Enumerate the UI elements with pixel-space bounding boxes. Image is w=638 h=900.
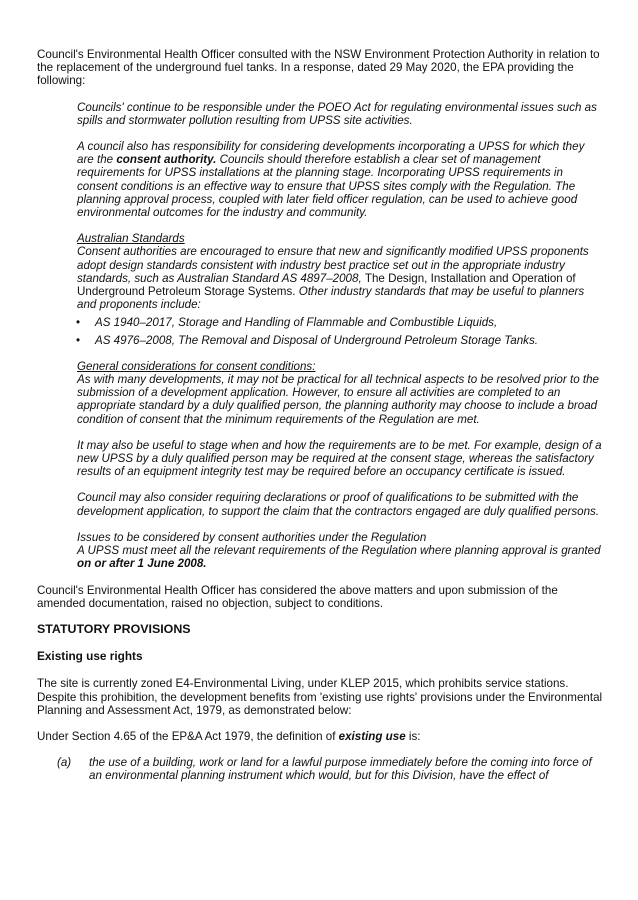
australian-standards-heading: Australian Standards <box>77 232 185 246</box>
australian-standards-paragraph: Consent authorities are encouraged to ensure that new and significantly modified UPSS proponents adopt design standards consistent with industry best practice set out in the appropriate industry standards, such as Australian Standard AS 4897–2008, The Design, Installation and Operation of Underground Petroleum Storage Systems. Other industry standards that may be useful to planners and proponents include: <box>77 245 589 312</box>
quote-paragraph-1: Councils' continue to be responsible under the POEO Act for regulating environmental issues such as spills and stormwater pollution resulting from UPSS site activities. <box>77 100 597 127</box>
staging-paragraph: It may also be useful to stage when and how the requirements are to be met. For example, design of a new UPSS by a duly qualified person may be required at the consent stage, whereas the satisfactory results of an equipment integrity test may be required before an occupancy certificate is issued. <box>77 438 602 479</box>
statutory-provisions-heading: STATUTORY PROVISIONS <box>37 621 191 636</box>
list-item: • AS 4976–2008, The Removal and Disposal of Underground Petroleum Storage Tanks. <box>76 334 603 347</box>
general-considerations-paragraph: As with many developments, it may not be practical for all technical aspects to be resolved prior to the submission of a development application. However, to ensure all activities are completed to an appropriate standard by a duly qualified person, the planning authority may choose to include a broad condition of consent that the minimum requirements of the Regulation are met. <box>77 373 599 426</box>
existing-use-rights-heading: Existing use rights <box>37 649 143 664</box>
definition-text: the use of a building, work or land for a lawful purpose immediately before the coming into force of an environmental planning instrument which would, but for this Division, have the effect of <box>89 756 592 783</box>
intro-paragraph: Council's Environmental Health Officer consulted with the NSW Environment Protection Authority in relation to the replacement of the underground fuel tanks. In a response, dated 29 May 2020, the EPA providing the following: <box>37 48 600 88</box>
issues-paragraph: A UPSS must meet all the relevant requirements of the Regulation where planning approval is granted on or after 1 June 2008. <box>77 544 601 571</box>
after-quote-paragraph: Council's Environmental Health Officer has considered the above matters and upon submission of the amended documentation, raised no objection, subject to conditions. <box>37 583 558 610</box>
definition-intro: Under Section 4.65 of the EP&A Act 1979, the definition of existing use is: <box>37 729 421 743</box>
epa-quote <box>77 101 603 571</box>
issues-heading: Issues to be considered by consent authorities under the Regulation <box>77 530 427 544</box>
date-bold: on or after 1 June 2008. <box>77 557 207 571</box>
quote-paragraph-2: A council also has responsibility for considering developments incorporating a UPSS for which they are the consent authority. Councils should therefore establish a clear set of management requirements for UPSS installations at the planning stage. Incorporating UPSS requirements in consent conditions is an effective way to ensure that UPSS sites comply with the Regulation. The planning approval process, coupled with later field officer regulation, can be used to achieve good environmental outcomes for the industry and community. <box>77 140 585 220</box>
definition-item <box>57 756 603 782</box>
zoning-paragraph: The site is currently zoned E4-Environmental Living, under KLEP 2015, which prohibits service stations. Despite this prohibition, the development benefits from 'existing use rights' provisions under the Environmental Planning and Assessment Act, 1979, as demonstrated below: <box>37 677 603 717</box>
general-considerations-heading: General considerations for consent conditions: <box>77 359 316 373</box>
existing-use-term: existing use <box>338 729 406 743</box>
standard-title: The Design, Installation and Operation of Underground Petroleum Storage Systems. <box>77 271 576 299</box>
standards-list <box>77 316 603 346</box>
consent-authority-bold: consent authority. <box>116 153 217 167</box>
list-item: • AS 1940–2017, Storage and Handling of Flammable and Combustible Liquids, <box>76 316 603 329</box>
declarations-paragraph: Council may also consider requiring declarations or proof of qualifications to be submitted with the development application, to support the claim that the contractors engaged are duly qualified persons. <box>77 491 600 518</box>
definition-label: (a) <box>57 756 72 770</box>
document-page <box>37 48 603 783</box>
